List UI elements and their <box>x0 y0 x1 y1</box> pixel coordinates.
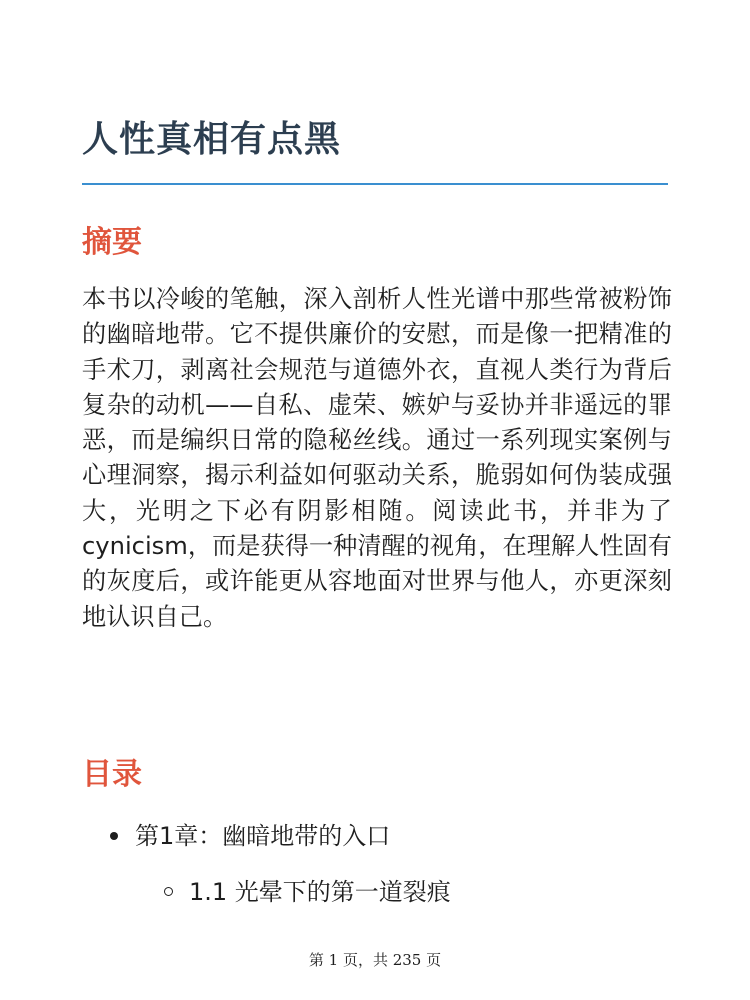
toc-section-item[interactable] <box>82 872 668 912</box>
toc-list <box>82 816 668 912</box>
toc-heading: 目录 <box>82 757 142 792</box>
book-title: 人性真相有点黑 <box>82 119 342 160</box>
toc-chapter-item[interactable] <box>82 816 668 856</box>
hollow-bullet-icon <box>164 887 173 896</box>
page-footer: 第 1 页，共 235 页 <box>308 951 442 969</box>
abstract-paragraph: 本书以冷峻的笔触，深入剖析人性光谱中那些常被粉饰的幽暗地带。它不提供廉价的安慰，而是像一把精准的手术刀，剥离社会规范与道德外衣，直视人类行为背后复杂的动机——自私、虚荣、嫉妒与妥协并非遥远的罪恶，而是编织日常的隐秘丝线。通过一系列现实案例与心理洞察，揭示利益如何驱动关系，脆弱如何伪装成强大，光明之下必有阴影相随。阅读此书，并非为了 cynicism，而是获得一种清醒的视角，在理解人性固有的灰度后，或许能更从容地面对世界与他人，亦更深刻地认识自己。 <box>82 285 672 631</box>
title-divider <box>82 183 668 185</box>
bullet-icon <box>110 832 118 840</box>
toc-section-label: 1.1 光晕下的第一道裂痕 <box>189 878 451 906</box>
abstract-heading: 摘要 <box>82 225 142 260</box>
toc-chapter-label: 第1章：幽暗地带的入口 <box>135 822 391 850</box>
